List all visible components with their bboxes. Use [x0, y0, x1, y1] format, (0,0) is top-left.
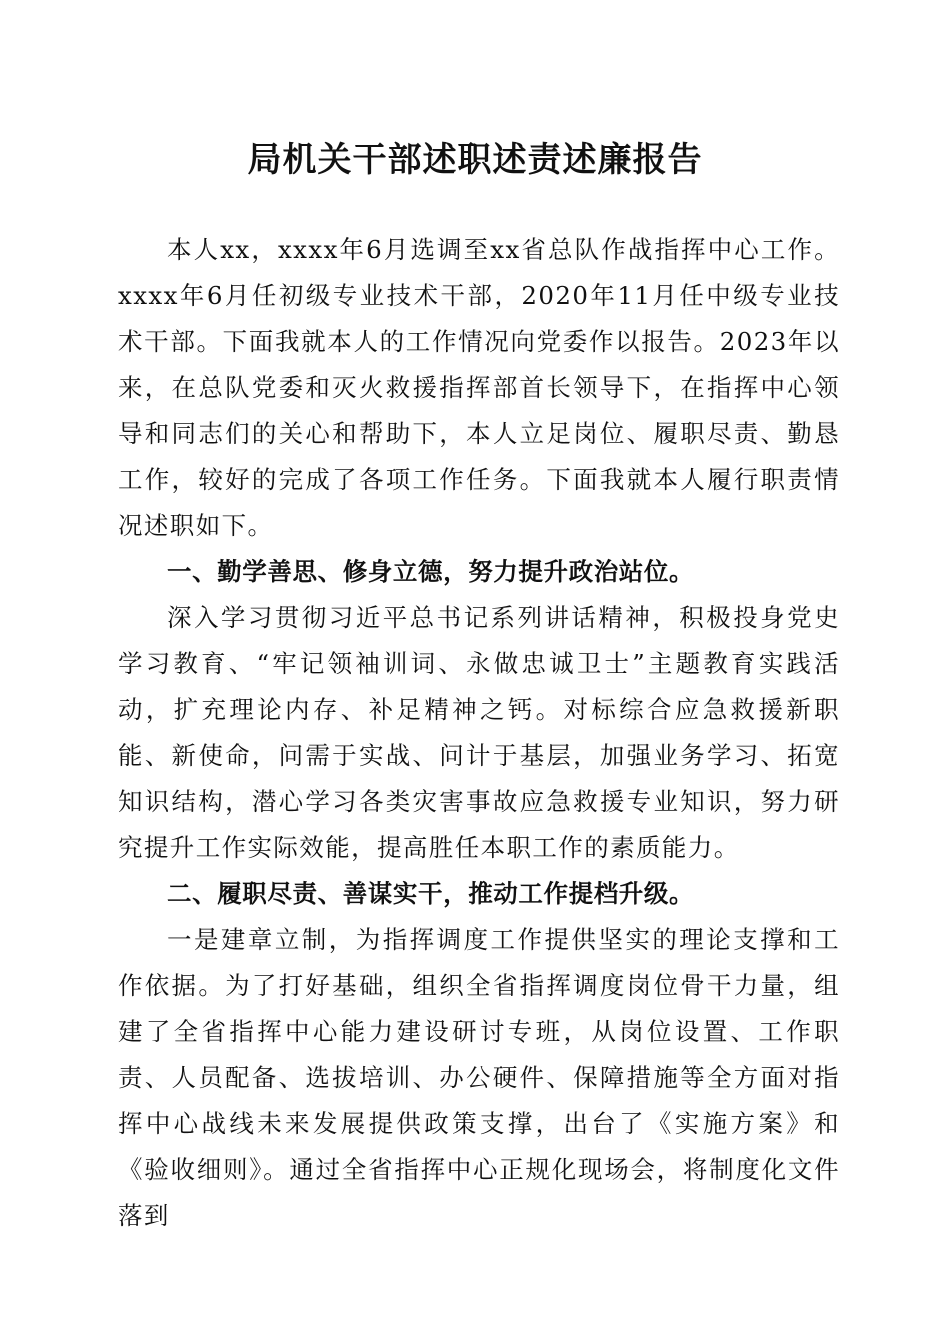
section-2-paragraph: 一是建章立制，为指挥调度工作提供坚实的理论支撑和工作依据。为了打好基础，组织全省指挥调度岗位骨干力量，组建了全省指挥中心能力建设研讨专班，从岗位设置、工作职责、人员配备、选拔培训、办公硬件、保障措施等全方面对指挥中心战线未来发展提供政策支撑，出台了《实施方案》和《验收细则》。通过全省指挥中心正规化现场会，将制度化文件落到: [118, 925, 840, 1230]
intro-paragraph: 本人xx，xxxx年6月选调至xx省总队作战指挥中心工作。xxxx年6月任初级专业技术干部，2020年11月任中级专业技术干部。下面我就本人的工作情况向党委作以报告。2023年以来，在总队党委和灭火救援指挥部首长领导下，在指挥中心领导和同志们的关心和帮助下，本人立足岗位、履职尽责、勤恳工作，较好的完成了各项工作任务。下面我就本人履行职责情况述职如下。: [118, 235, 840, 540]
section-heading-1: 一、勤学善思、修身立德，努力提升政治站位。: [167, 557, 695, 586]
section-heading-2: 二、履职尽责、善谋实干，推动工作提档升级。: [167, 879, 695, 908]
section-1-paragraph: 深入学习贯彻习近平总书记系列讲话精神，积极投身党史学习教育、“牢记领袖训词、永做忠诚卫士”主题教育实践活动，扩充理论内存、补足精神之钙。对标综合应急救援新职能、新使命，问需于实战、问计于基层，加强业务学习、拓宽知识结构，潜心学习各类灾害事故应急救援专业知识，努力研究提升工作实际效能，提高胜任本职工作的素质能力。: [118, 603, 840, 862]
document-title: 局机关干部述职述责述廉报告: [247, 140, 703, 180]
document-body: [118, 227, 840, 1239]
